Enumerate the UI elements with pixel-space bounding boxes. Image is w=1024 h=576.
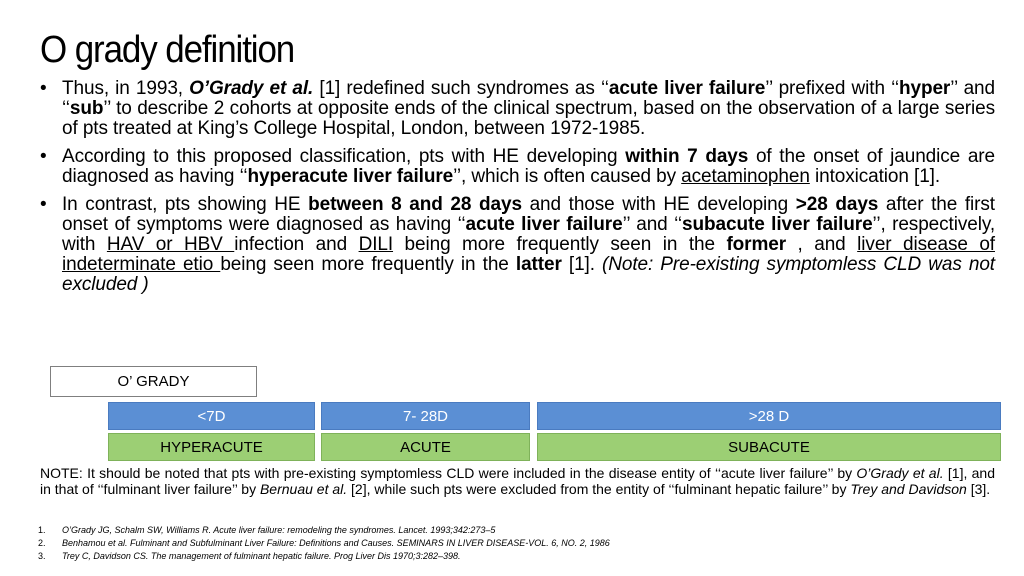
text-run: ’’ prefixed with ‘‘ xyxy=(765,78,899,99)
text-run: NOTE: It should be noted that pts with pre-existing symptomless CLD were included in the disease entity of ‘‘acute liver failure’’ by xyxy=(40,465,857,481)
reference-item xyxy=(38,524,610,537)
bullet-text xyxy=(62,194,995,295)
timeframe-box-subacute: >28 D xyxy=(537,402,1001,430)
text-run: ’’ and ‘‘ xyxy=(622,214,683,235)
text-run: liver disease of indeterminate etio xyxy=(62,234,995,275)
page-title: O grady definition xyxy=(40,29,295,71)
text-run: [3]. xyxy=(966,480,991,497)
text-run: [1]. xyxy=(561,254,603,275)
text-run: ’’, respectively, with xyxy=(62,214,995,255)
reference-text: O’Grady JG, Schalm SW, Williams R. Acute liver failure: remodeling the syndromes. Lancet. 1993;342:273–5 xyxy=(62,525,496,535)
reference-text: Trey C, Davidson CS. The management of fulminant hepatic failure. Prog Liver Dis 1970;3:282–398. xyxy=(62,551,461,561)
bullet-list xyxy=(40,79,995,303)
reference-number: 2. xyxy=(38,538,46,548)
bullet-item xyxy=(40,79,995,139)
bullet-icon: • xyxy=(40,146,47,167)
text-run: being more frequently seen in the xyxy=(393,234,727,255)
text-run: after the first onset of symptoms were diagnosed as having ‘‘ xyxy=(62,194,995,235)
text-run: [1] redefined such syndromes as ‘‘ xyxy=(313,78,609,99)
text-run: , and xyxy=(786,234,858,255)
bullet-item xyxy=(40,195,995,295)
text-run: former xyxy=(726,234,787,255)
bullet-text xyxy=(62,146,995,187)
bullet-text xyxy=(62,78,995,139)
text-run: sub xyxy=(69,98,104,119)
timeframe-box-hyperacute: <7D xyxy=(108,402,315,430)
text-run: acetaminophen xyxy=(681,166,810,187)
text-run: HAV or HBV xyxy=(106,234,235,255)
text-run: Thus, in 1993, xyxy=(62,78,190,99)
text-run: and those with HE developing xyxy=(521,194,796,215)
text-run: acute liver failure xyxy=(465,214,623,235)
category-box-subacute: SUBACUTE xyxy=(537,433,1001,461)
bullet-item xyxy=(40,147,995,187)
text-run: According to this proposed classification, pts with HE developing xyxy=(62,146,626,167)
text-run: infection and xyxy=(234,234,359,255)
reference-number: 3. xyxy=(38,551,46,561)
timeframe-box-acute: 7- 28D xyxy=(321,402,530,430)
ogrady-header-box: O’ GRADY xyxy=(50,366,257,397)
text-run: O’Grady et al. xyxy=(856,465,944,481)
text-run: ’’, which is often caused by xyxy=(453,166,682,187)
text-run: between 8 and 28 days xyxy=(308,194,522,215)
text-run: subacute liver failure xyxy=(682,214,873,235)
text-run: [1], and in that of ‘‘fulminant liver failure’’ by xyxy=(40,465,995,497)
text-run: intoxication [1]. xyxy=(809,166,941,187)
note-paragraph xyxy=(40,466,995,497)
text-run: acute liver failure xyxy=(608,78,766,99)
text-run: [2], while such pts were excluded from the entity of ‘‘fulminant hepatic failure’’ by xyxy=(347,480,851,497)
reference-item xyxy=(38,550,610,563)
text-run: O’Grady et al. xyxy=(189,78,314,99)
text-run: hyper xyxy=(898,78,951,99)
text-run: In contrast, pts showing HE xyxy=(62,194,309,215)
reference-item xyxy=(38,537,610,550)
text-run: ’’ to describe 2 cohorts at opposite ends of the clinical spectrum, based on the observation of a large series of pts treated at King’s College Hospital, London, between 1972-1985. xyxy=(62,98,995,139)
text-run: within 7 days xyxy=(625,146,749,167)
category-box-hyperacute: HYPERACUTE xyxy=(108,433,315,461)
text-run: Trey and Davidson xyxy=(850,480,967,497)
reference-list xyxy=(38,524,610,563)
text-run: >28 days xyxy=(795,194,879,215)
reference-number: 1. xyxy=(38,525,46,535)
bullet-icon: • xyxy=(40,194,47,215)
text-run: being seen more frequently in the xyxy=(220,254,516,275)
text-run: ’’ and ‘‘ xyxy=(62,78,995,119)
text-run: hyperacute liver failure xyxy=(247,166,454,187)
bullet-icon: • xyxy=(40,78,47,99)
text-run: DILI xyxy=(358,234,394,255)
text-run: of the onset of jaundice are diagnosed as having ‘‘ xyxy=(62,146,995,187)
text-run: (Note: Pre-existing symptomless CLD was not excluded ) xyxy=(62,254,995,295)
category-box-acute: ACUTE xyxy=(321,433,530,461)
reference-text: Benhamou et al. Fulminant and Subfulminant Liver Failure: Definitions and Causes. SEMINARS IN LIVER DISEASE-VOL. 6, NO. 2, 1986 xyxy=(62,538,610,548)
text-run: latter xyxy=(515,254,562,275)
text-run: Bernuau et al. xyxy=(259,480,348,497)
